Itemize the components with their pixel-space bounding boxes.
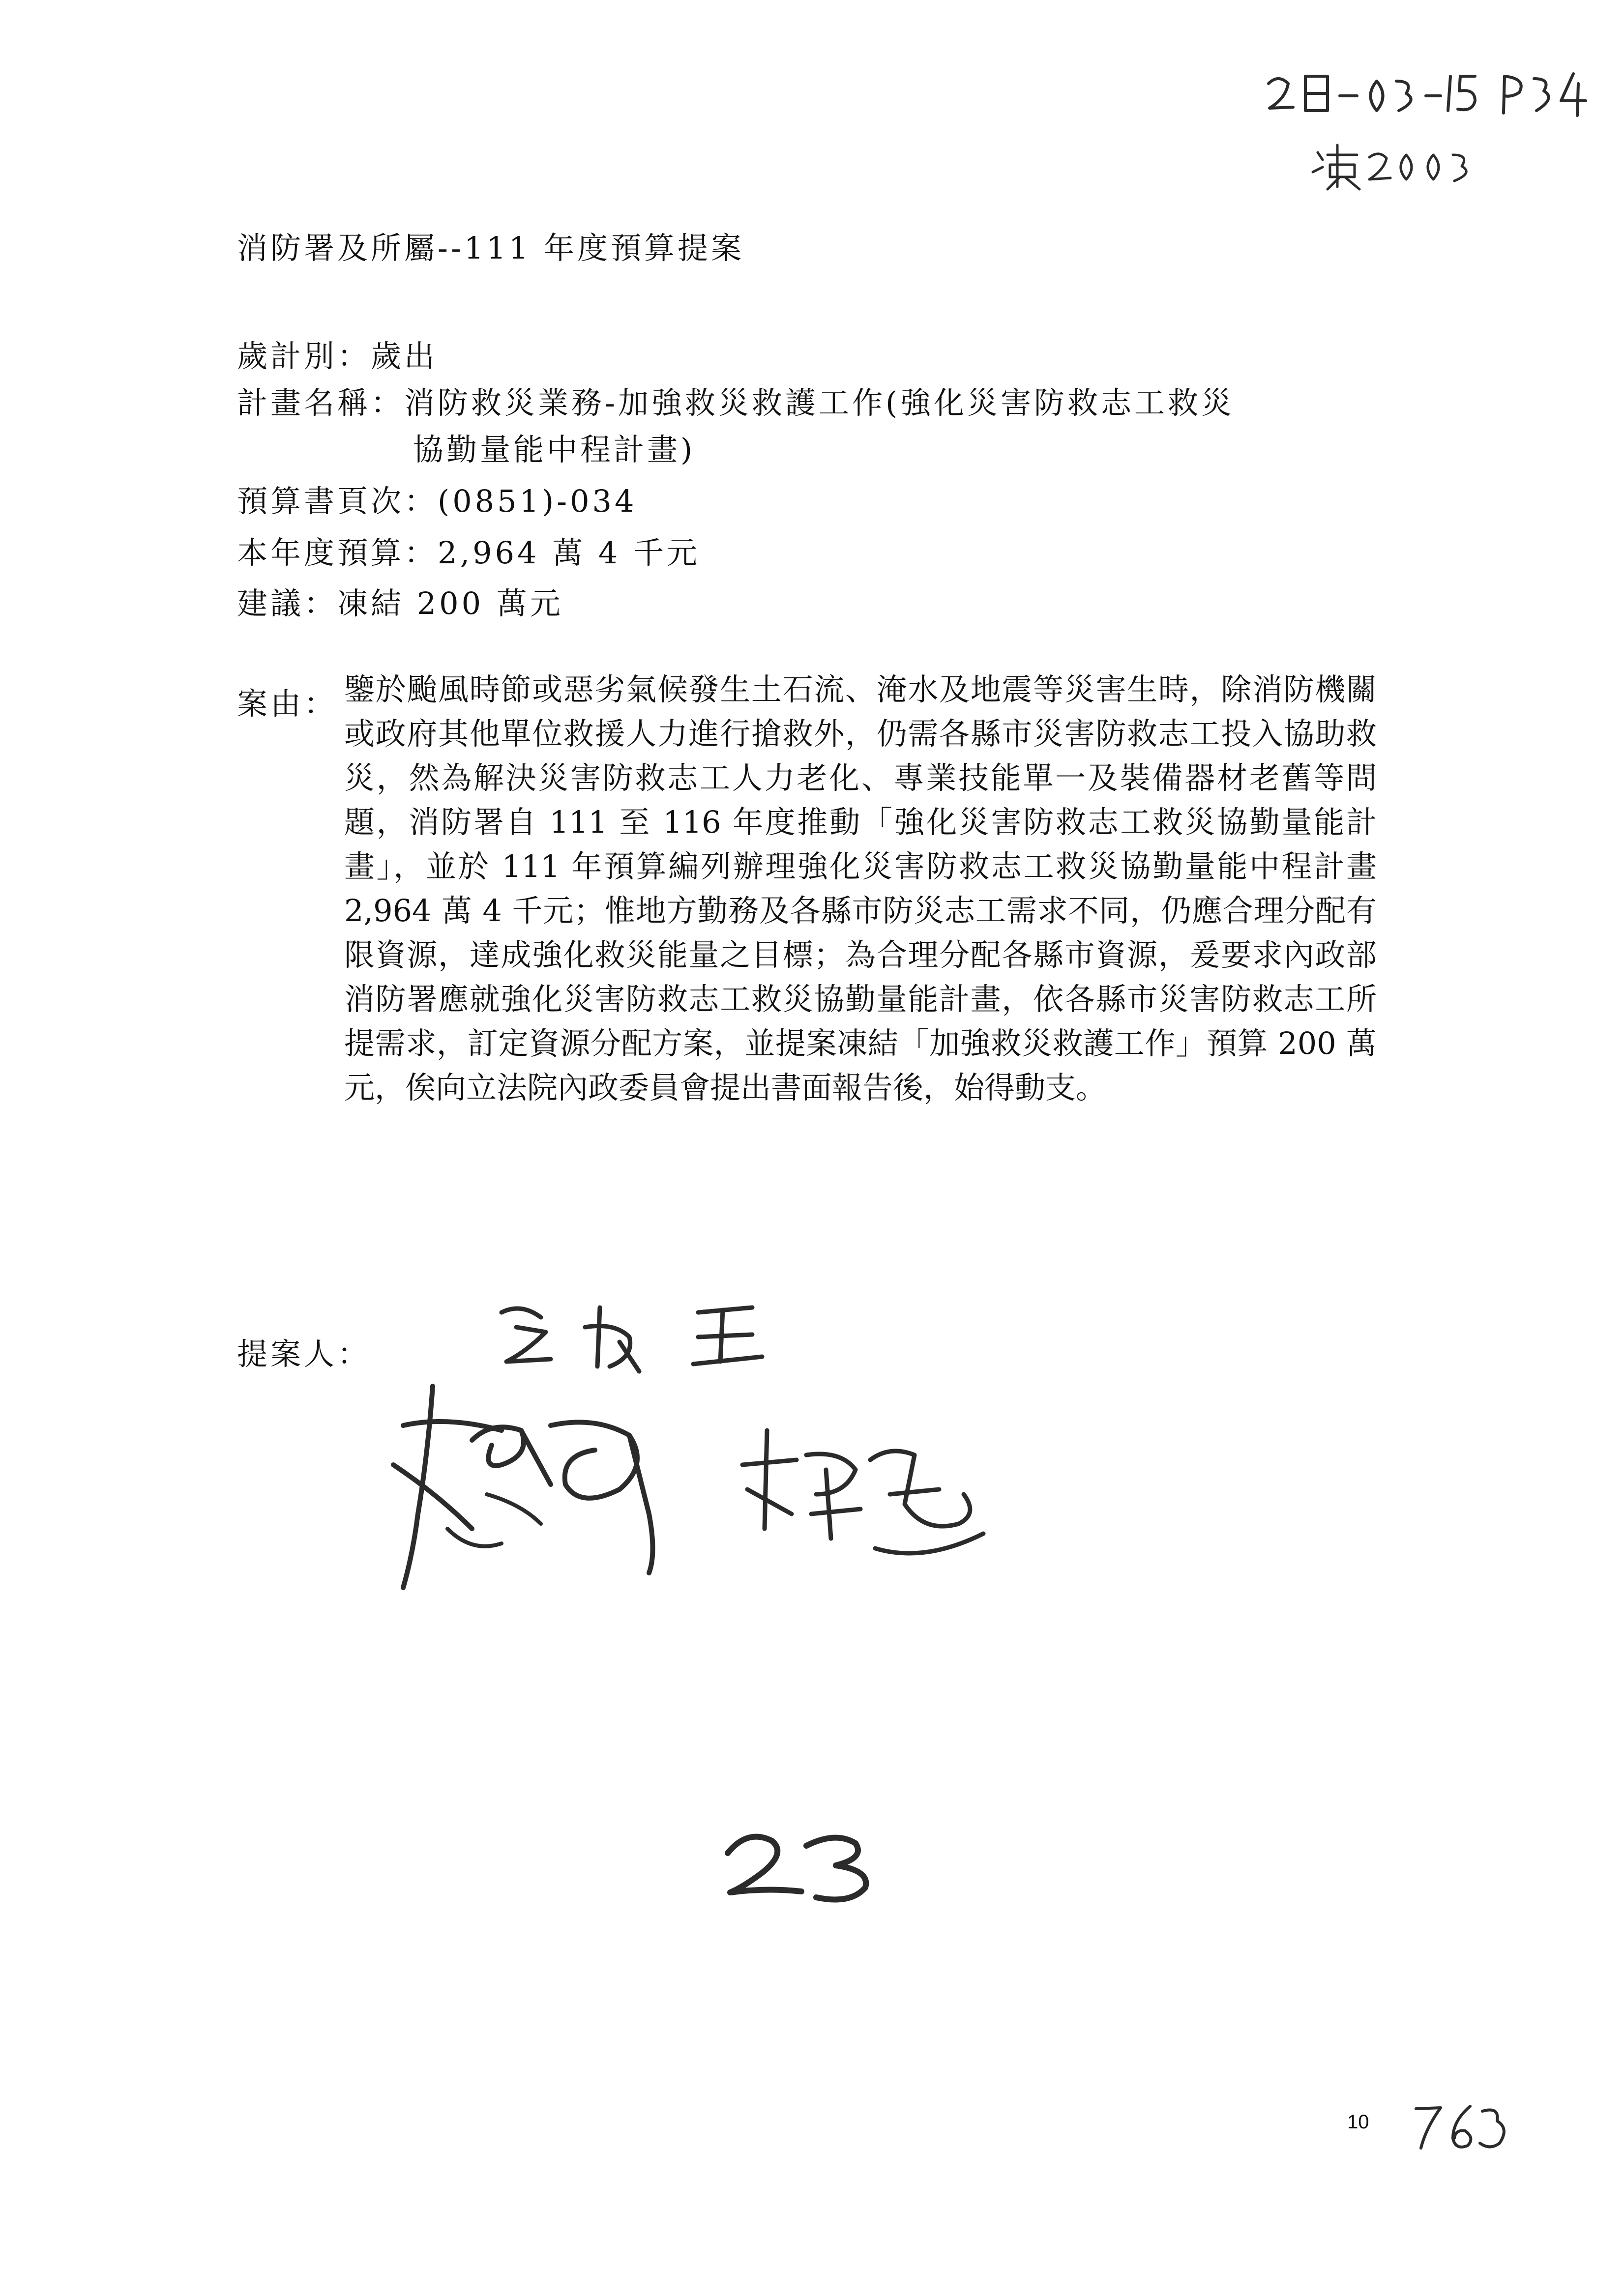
page-title: 消防署及所屬--111 年度預算提案 bbox=[237, 230, 744, 266]
category-field: 歲計別：歲出 bbox=[237, 338, 438, 374]
hw-char-1 bbox=[1448, 76, 1450, 111]
hw-char-2b bbox=[1369, 154, 1390, 179]
hw-char-3b bbox=[1534, 79, 1549, 111]
proposal-field: 建議：凍結 200 萬元 bbox=[237, 585, 563, 621]
plan-name-continued: 協勤量能中程計畫) bbox=[413, 432, 696, 467]
plan-name-field: 計畫名稱：消防救災業務-加強救災救護工作(強化災害防救志工救災 bbox=[237, 385, 1235, 421]
signature-third bbox=[728, 1416, 1003, 1593]
proposer-label: 提案人： bbox=[237, 1336, 371, 1372]
hw-char-dong bbox=[1313, 145, 1359, 189]
handwritten-big-number bbox=[718, 1819, 885, 1912]
handwritten-note-top bbox=[1259, 54, 1603, 192]
hw-char-5 bbox=[1458, 76, 1475, 110]
page-number: 10 bbox=[1347, 2111, 1369, 2133]
current-budget-field: 本年度預算：2,964 萬 4 千元 bbox=[237, 535, 701, 571]
hw-char-ri bbox=[1305, 76, 1328, 111]
hw-char-0c bbox=[1428, 155, 1439, 179]
hw-char-3 bbox=[1396, 81, 1411, 111]
reason-label: 案由： bbox=[237, 686, 338, 722]
hw-char-3c bbox=[1453, 155, 1466, 181]
hw-char-2 bbox=[1269, 79, 1293, 108]
hw-char-4 bbox=[1561, 74, 1586, 116]
hw-char-0b bbox=[1401, 155, 1412, 179]
budget-page-field: 預算書頁次：(0851)-034 bbox=[237, 483, 637, 519]
reason-text bbox=[344, 668, 1377, 1110]
hw-char-p bbox=[1504, 76, 1521, 113]
signature-second bbox=[374, 1366, 718, 1602]
hw-char-0 bbox=[1371, 81, 1383, 111]
reason-paragraph: 鑒於颱風時節或惡劣氣候發生土石流、淹水及地震等災害生時，除消防機關或政府其他單位救援人力進行搶救外，仍需各縣市災害防救志工投入協助救災，然為解決災害防救志工人力老化、專業技能單一及裝備器材老舊等問題，消防署自 111 至 116 年度推動「強化災害防救志工救災協勤量能計畫」，並於 111 年預算編列辦理強化災害防救志工救災協勤量能中程計畫 2,964 萬 4 千元；惟地方勤務及各縣市防災志工需求不同，仍應合理分配有限資源，達成強化救災能量之目標；為合理分配各縣市資源，爰要求內政部消防署應就強化災害防救志工救災協勤量能計畫，依各縣市災害防救志工所提需求，訂定資源分配方案，並提案凍結「加強救災救護工作」預算 200 萬元，俟向立法院內政委員會提出書面報告後，始得動支。 bbox=[344, 671, 1377, 1105]
handwritten-bottom-number bbox=[1406, 2094, 1514, 2158]
